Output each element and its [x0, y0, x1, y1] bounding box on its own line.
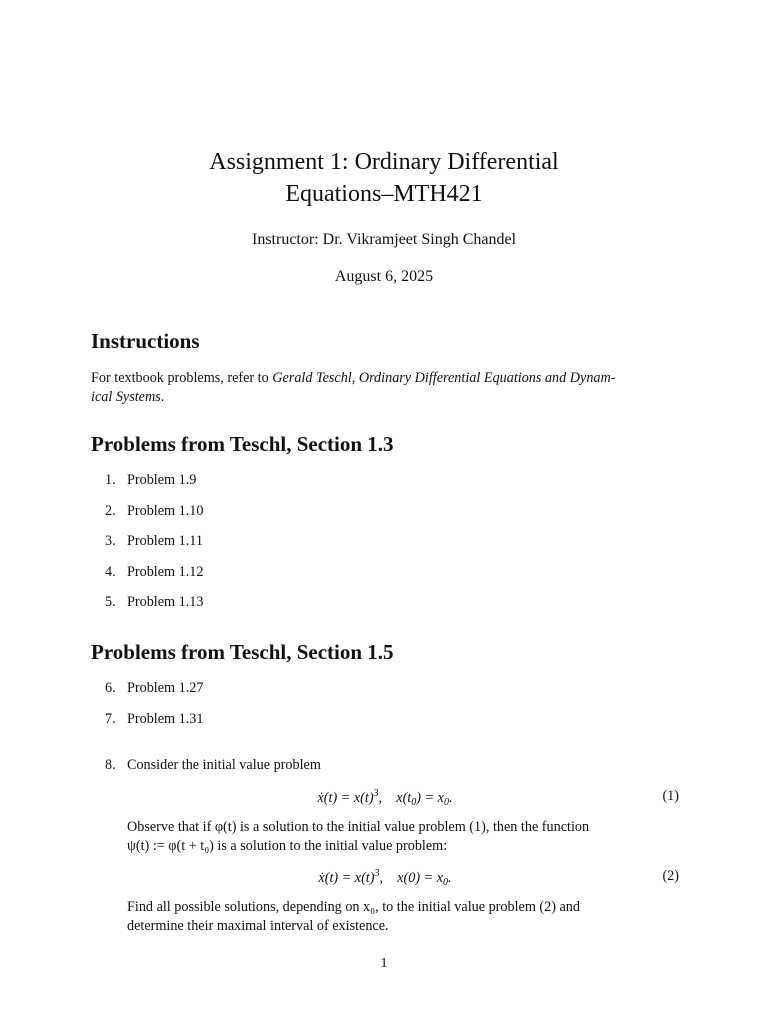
item-number: 3.: [105, 533, 116, 550]
problem-8-number: 8.: [105, 757, 116, 773]
item-text: Problem 1.9: [127, 472, 197, 488]
list-item: [91, 564, 679, 595]
instructions-suffix: .: [160, 389, 165, 405]
item-number: 5.: [105, 594, 116, 611]
observe-line-2: ψ(t) := φ(t + t₀) is a solution to the initial value problem:: [127, 838, 448, 854]
item-number: 6.: [105, 680, 116, 696]
equation-2-body: ẋ(t) = $x(t)^3$, $x(0) = x_0$.: [318, 868, 452, 888]
instructions-heading: Instructions: [91, 329, 200, 353]
list-item: [91, 472, 679, 503]
equation-1-body: ẋ(t) = $x(t)^3$, $x(t_0) = x_0$.: [317, 788, 453, 808]
find-line-1: Find all possible solutions, depending on x₀, to the initial value problem (2) and: [127, 899, 580, 915]
section-1-3-list: [91, 472, 679, 625]
item-number: 2.: [105, 502, 116, 519]
list-item: [91, 594, 679, 625]
item-text: Problem 1.31: [127, 710, 204, 727]
book-title-line-2: ical Systems: [91, 389, 161, 405]
equation-1: [91, 788, 679, 808]
date-line: August 6, 2025: [334, 268, 434, 285]
instructions-prefix: For textbook problems, refer to: [91, 370, 273, 386]
item-text: Problem 1.10: [127, 502, 204, 519]
section-1-5-list: [91, 680, 679, 741]
equation-1-number: (1): [662, 788, 679, 804]
item-number: 1.: [105, 472, 116, 488]
equation-2-number: (2): [662, 868, 679, 884]
list-item: [91, 711, 679, 742]
title-line-2: Equations–MTH421: [285, 181, 483, 207]
section-1-5-heading: Problems from Teschl, Section 1.5: [91, 640, 394, 664]
document-title: [0, 146, 768, 210]
observe-line-1: Observe that if φ(t) is a solution to the initial value problem (1), then the function: [127, 819, 590, 835]
page-number: 1: [380, 956, 388, 971]
list-item: [91, 503, 679, 534]
find-paragraph: [127, 898, 679, 936]
find-line-2: determine their maximal interval of existence.: [127, 918, 389, 934]
section-1-3-heading: Problems from Teschl, Section 1.3: [91, 432, 394, 456]
item-text: Problem 1.13: [127, 594, 204, 611]
title-line-1: Assignment 1: Ordinary Differential: [209, 149, 559, 175]
equation-2: [91, 868, 679, 888]
item-number: 7.: [105, 710, 116, 727]
book-title-line-1: Gerald Teschl, Ordinary Differential Equations and Dynam-: [272, 370, 616, 386]
instructor-line: Instructor: Dr. Vikramjeet Singh Chandel: [251, 231, 517, 248]
item-text: Problem 1.11: [127, 533, 203, 550]
list-item: [91, 680, 679, 711]
observe-paragraph: [127, 818, 679, 856]
item-text: Problem 1.12: [127, 563, 204, 580]
problem-8-intro: Consider the initial value problem: [127, 757, 321, 773]
list-item: [91, 533, 679, 564]
instructions-text: [91, 369, 679, 407]
item-text: Problem 1.27: [127, 680, 204, 696]
item-number: 4.: [105, 563, 116, 580]
